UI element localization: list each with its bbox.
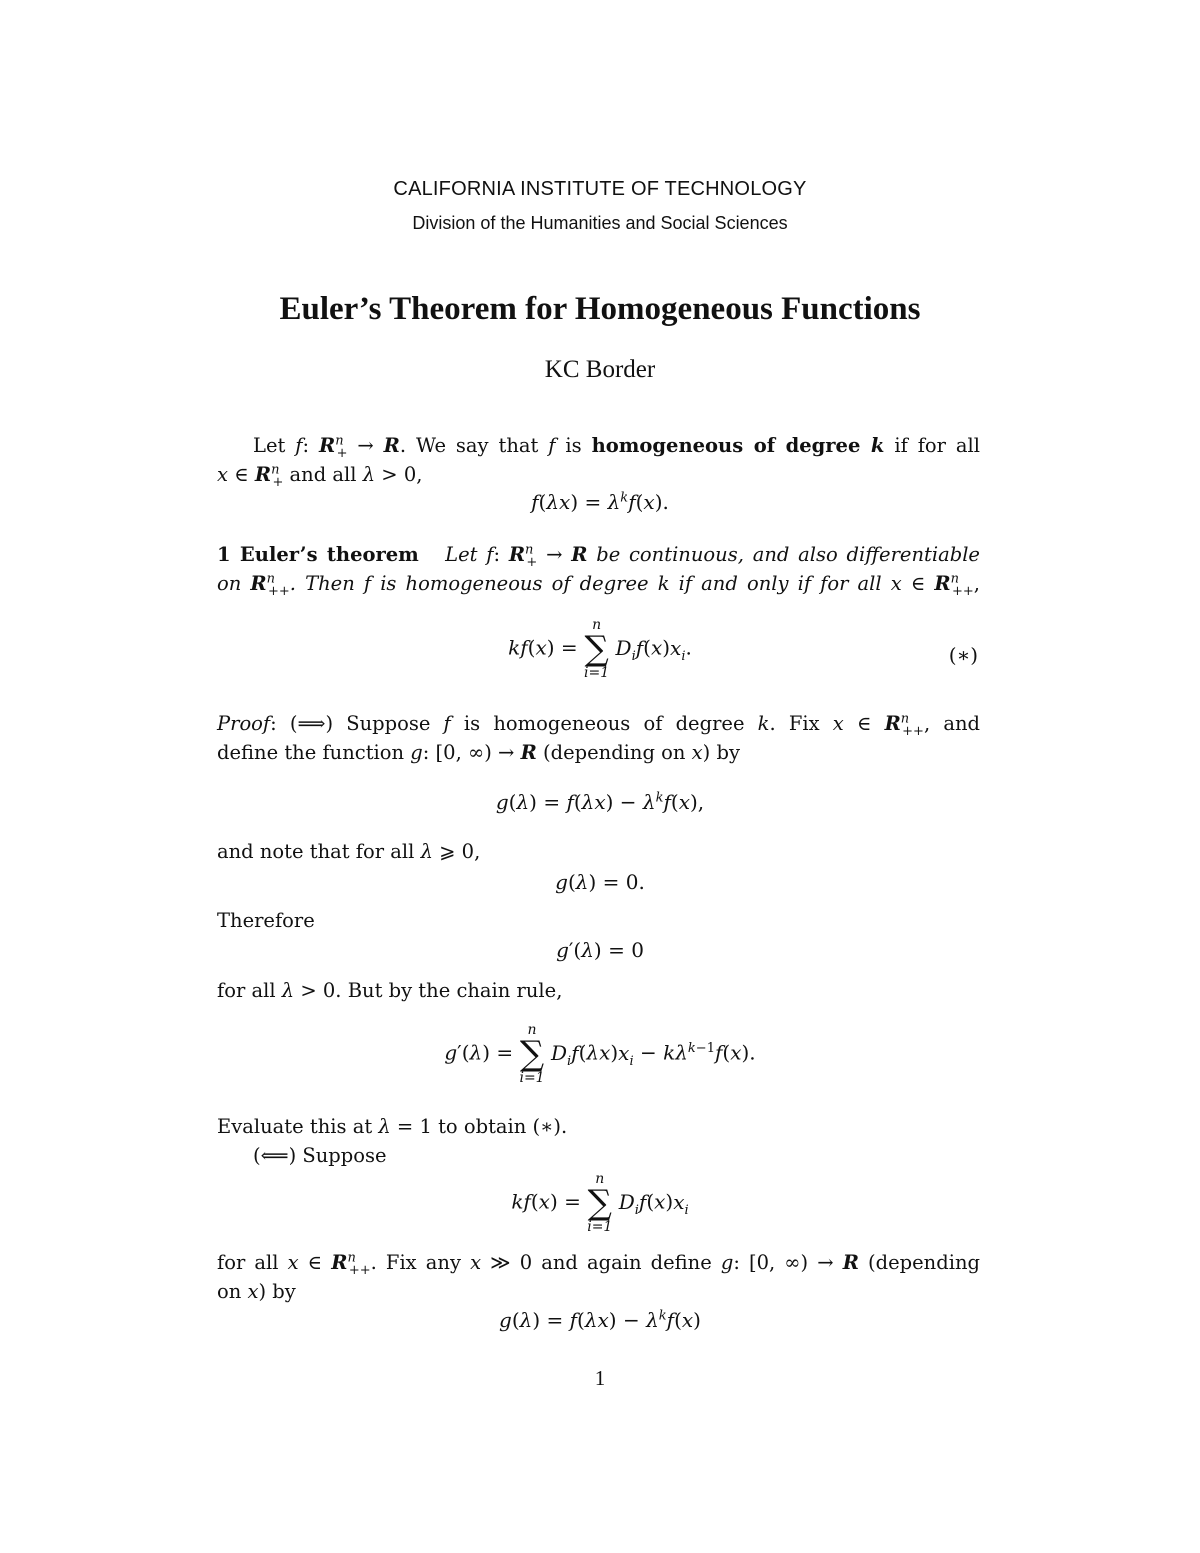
document-title: Euler’s Theorem for Homogeneous Functions bbox=[279, 291, 921, 327]
math-expr: R bbox=[383, 434, 400, 457]
math-expr: f bbox=[295, 434, 303, 457]
homogeneity-equation: $f(\lambda x) = \lambda^kf(x)$. bbox=[531, 490, 669, 514]
summation: n ∑ i=1 bbox=[587, 1171, 613, 1235]
evaluate-line: Evaluate this at λ = 1 to obtain (∗). bbox=[217, 1115, 568, 1138]
summation: n ∑ i=1 bbox=[519, 1022, 545, 1086]
euler-equation: kf(x) = n ∑ i=1 $D_if(x)x_i$. bbox=[508, 617, 692, 681]
therefore-line: Therefore bbox=[217, 909, 315, 932]
converse-line: (⟸) Suppose bbox=[253, 1144, 387, 1167]
theorem-heading: 1 Euler’s theorem bbox=[217, 543, 419, 566]
math-expr: R bbox=[318, 434, 336, 457]
division-subheading: Division of the Humanities and Social Sciences bbox=[412, 213, 788, 233]
chain-rule-line: for all λ > 0. But by the chain rule, bbox=[217, 979, 563, 1002]
chain-rule-equation: g′(λ) = n ∑ i=1 $D_if(\lambda x)x_i - k\lambda^{k-1}f(x)$. bbox=[444, 1022, 756, 1086]
theorem-line-2: on $R^n_{++}$. Then f is homogeneous of degree k if and only if for all x ∈ $R^n_{++}$, bbox=[217, 571, 980, 599]
converse-equation: kf(x) = n ∑ i=1 $D_if(x)x_i$ bbox=[511, 1171, 689, 1235]
final-line-1: for all x ∈ $R^n_{++}$. Fix any x ≫ 0 and again define g: [0, ∞) → R (depending bbox=[217, 1250, 980, 1278]
final-g-equation: $g(\lambda) = f(\lambda x) - \lambda^kf(x)$ bbox=[499, 1308, 701, 1332]
proof-line-2: define the function g: [0, ∞) → R (depending on x) by bbox=[217, 741, 740, 764]
proof-line-1: Proof: (⟹) Suppose f is homogeneous of degree k. Fix x ∈ $R^n_{++}$, and bbox=[217, 711, 980, 739]
final-line-2: on x) by bbox=[217, 1280, 296, 1303]
g-zero-equation: g(λ) = 0. bbox=[555, 870, 645, 894]
theorem-line-1: 1 Euler’s theorem Let f: $R^n_+ \to R$ be continuous, and also differentiable bbox=[217, 542, 980, 570]
proof-label: Proof bbox=[217, 712, 271, 735]
definition-line-1: Let f: $R^n_+ \to R$. We say that f is homogeneous of degree k if for all bbox=[253, 433, 980, 461]
author-name: KC Border bbox=[544, 356, 656, 383]
proof-note-line: and note that for all λ ⩾ 0, bbox=[217, 840, 481, 863]
defined-term: homogeneous of degree bbox=[591, 434, 871, 457]
summation: n ∑ i=1 bbox=[584, 617, 610, 681]
definition-line-2: x ∈ $R^n_+$ and all λ > 0, bbox=[217, 462, 423, 490]
g-definition-equation: $g(\lambda) = f(\lambda x) - \lambda^kf(x)$, bbox=[495, 790, 705, 814]
equation-tag: (∗) bbox=[948, 643, 978, 667]
page-number: 1 bbox=[594, 1366, 606, 1390]
institution-heading: CALIFORNIA INSTITUTE OF TECHNOLOGY bbox=[393, 178, 807, 200]
g-prime-zero-equation: g′(λ) = 0 bbox=[556, 938, 644, 962]
